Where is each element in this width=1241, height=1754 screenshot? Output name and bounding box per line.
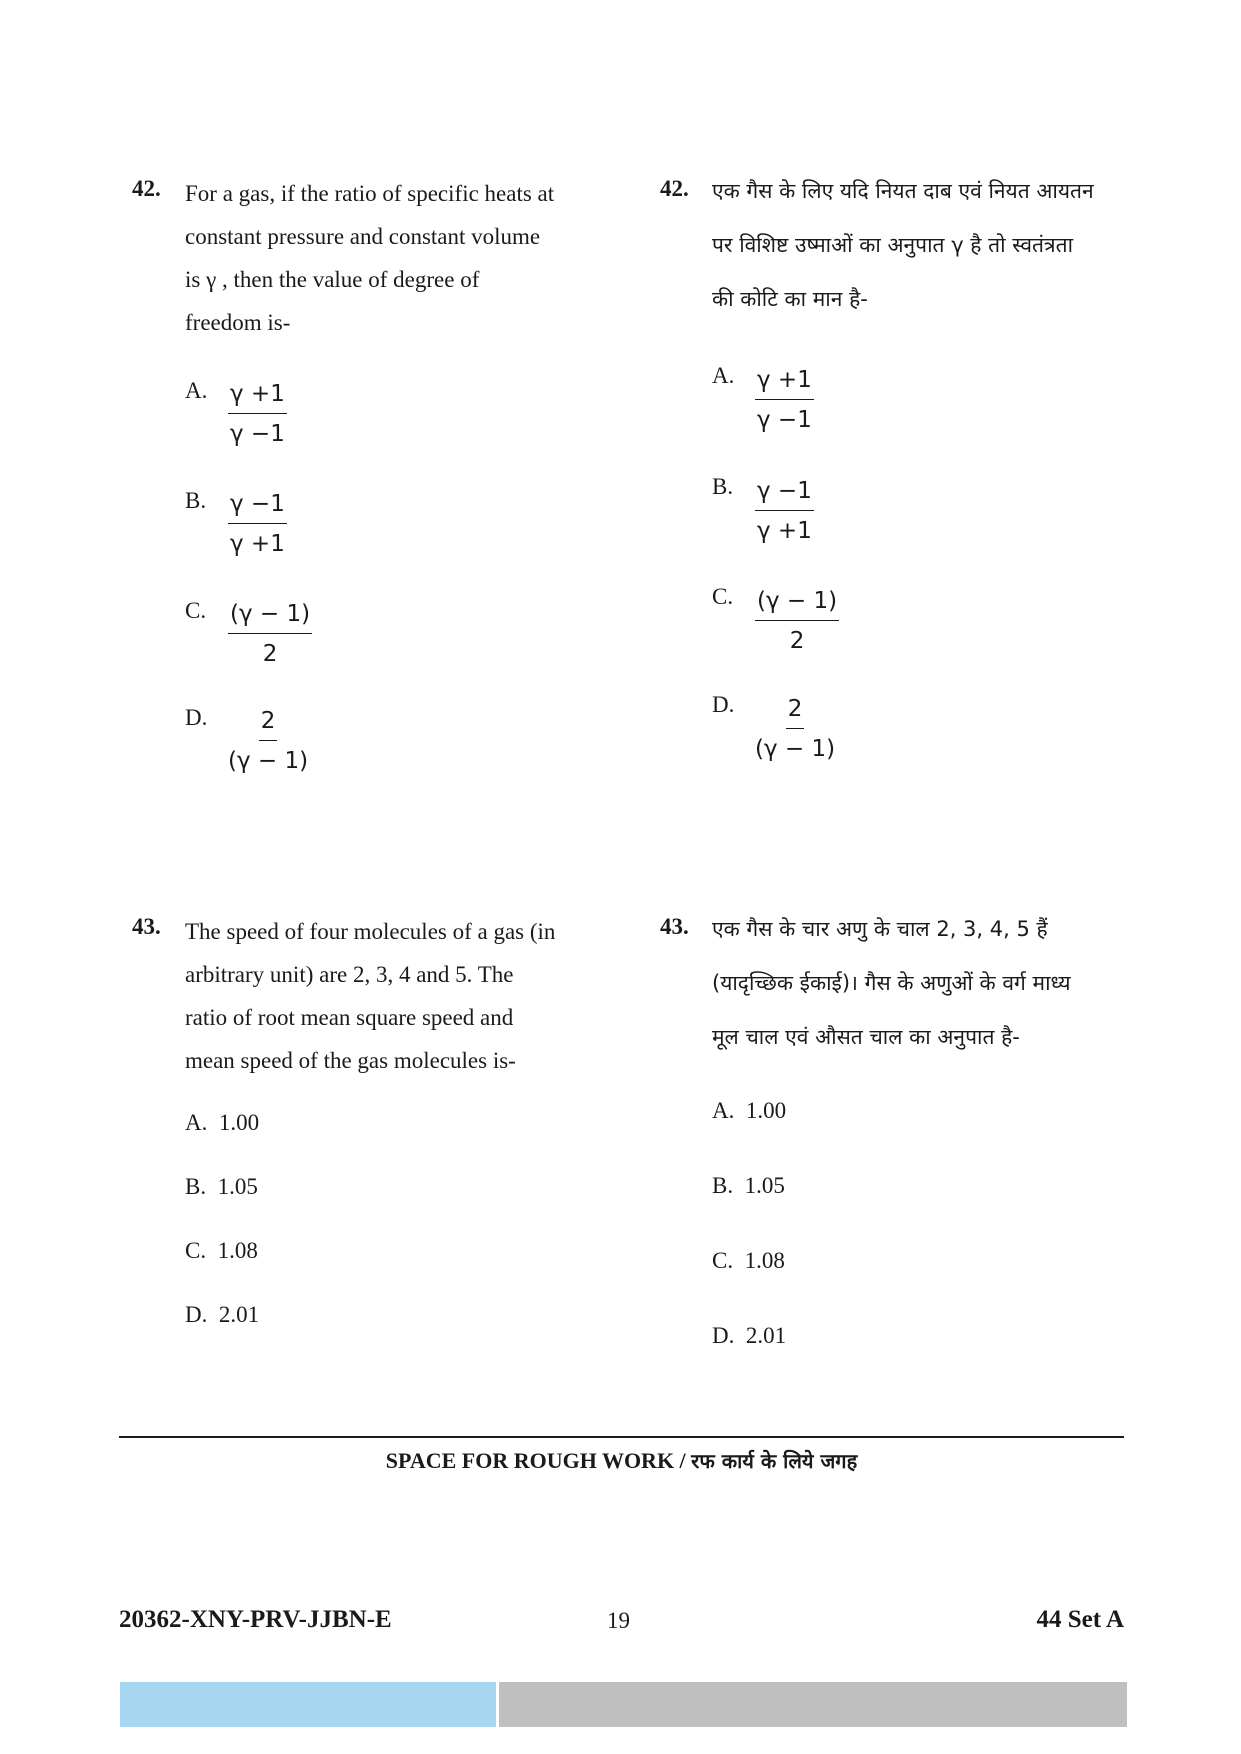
q42-hi-option-d-fraction[interactable]	[755, 695, 835, 763]
q42-en-option-a-fraction[interactable]	[228, 380, 287, 448]
q43-hi-line: मूल चाल एवं औसत चाल का अनुपात है-	[712, 1025, 1020, 1049]
fraction-denominator: γ +1	[230, 531, 285, 557]
fraction-numerator: (γ − 1)	[228, 600, 312, 634]
paper-code: 20362-XNY-PRV-JJBN-E	[119, 1606, 392, 1633]
q43-en-number: 43.	[132, 914, 161, 939]
q43-hi-line: एक गैस के चार अणु के चाल 2, 3, 4, 5 हैं	[712, 917, 1048, 941]
option-label: B.	[712, 1173, 734, 1198]
q43-en-line: ratio of root mean square speed and	[185, 1005, 514, 1030]
q42-en-line: freedom is-	[185, 310, 291, 335]
q42-hi-option-c-label[interactable]: C.	[712, 584, 734, 609]
fraction-numerator: γ −1	[228, 490, 287, 524]
option-value: 2.01	[218, 1302, 260, 1327]
fraction-denominator: (γ − 1)	[228, 748, 309, 774]
fraction-denominator: 2	[789, 628, 805, 654]
option-value: 1.00	[745, 1098, 787, 1123]
footer-bar-blue	[120, 1682, 496, 1727]
option-label: B.	[185, 1174, 207, 1199]
option-value: 1.05	[217, 1174, 258, 1199]
q42-en-option-c-label[interactable]: C.	[185, 598, 207, 623]
fraction-denominator: (γ − 1)	[755, 736, 836, 762]
option-value: 2.01	[745, 1323, 787, 1348]
fraction-numerator: γ +1	[228, 380, 287, 414]
fraction-numerator: 2	[259, 707, 278, 741]
q42-en-option-b-fraction[interactable]	[228, 490, 287, 558]
q43-hi-number: 43.	[660, 914, 689, 939]
q43-en-option-d[interactable]	[185, 1302, 259, 1328]
q42-hi-option-b-label[interactable]: B.	[712, 474, 734, 499]
fraction-denominator: γ +1	[757, 518, 812, 544]
q42-en-option-d-label[interactable]: D.	[185, 705, 208, 730]
q42-hi-text	[712, 164, 1132, 326]
q43-hi-option-c[interactable]	[712, 1248, 785, 1274]
option-label: D.	[712, 1323, 735, 1348]
q42-hi-option-a-fraction[interactable]	[755, 366, 814, 434]
fraction-denominator: γ −1	[757, 407, 812, 433]
q42-hi-line: पर विशिष्ट उष्माओं का अनुपात γ है तो स्वतंत्रता	[712, 233, 1074, 257]
option-label: C.	[185, 1238, 207, 1263]
q42-hi-option-a-label[interactable]: A.	[712, 363, 735, 388]
fraction-numerator: γ −1	[755, 477, 814, 511]
q42-en-number: 42.	[132, 176, 161, 201]
fraction-denominator: 2	[262, 641, 278, 667]
set-label: 44 Set A	[1036, 1606, 1124, 1633]
q42-en-text	[185, 172, 605, 344]
q42-en-line: constant pressure and constant volume	[185, 224, 541, 249]
fraction-denominator: γ −1	[230, 421, 285, 447]
page-number: 19	[607, 1608, 630, 1633]
q42-hi-number: 42.	[660, 176, 689, 201]
q43-en-option-a[interactable]	[185, 1110, 259, 1136]
q43-en-option-c[interactable]	[185, 1238, 258, 1264]
fraction-numerator: γ +1	[755, 366, 814, 400]
q43-en-option-b[interactable]	[185, 1174, 258, 1200]
fraction-numerator: 2	[786, 695, 805, 729]
option-value: 1.08	[744, 1248, 785, 1273]
q42-hi-line: की कोटि का मान है-	[712, 287, 868, 311]
q42-en-option-d-fraction[interactable]	[228, 707, 308, 775]
option-label: D.	[185, 1302, 208, 1327]
q42-en-option-b-label[interactable]: B.	[185, 488, 207, 513]
option-value: 1.00	[218, 1110, 260, 1135]
option-value: 1.08	[217, 1238, 258, 1263]
q42-en-option-c-fraction[interactable]	[228, 600, 312, 668]
q43-en-line: The speed of four molecules of a gas (in	[185, 919, 556, 944]
q43-hi-option-a[interactable]	[712, 1098, 786, 1124]
footer-bar-gray	[499, 1682, 1127, 1727]
rough-work-heading	[119, 1447, 1124, 1474]
option-value: 1.05	[744, 1173, 785, 1198]
q42-hi-option-c-fraction[interactable]	[755, 587, 839, 655]
q42-hi-line: एक गैस के लिए यदि नियत दाब एवं नियत आयतन	[712, 179, 1094, 203]
q43-hi-text	[712, 902, 1132, 1064]
q43-en-text	[185, 910, 605, 1082]
option-label: C.	[712, 1248, 734, 1273]
q42-en-option-a-label[interactable]: A.	[185, 378, 208, 403]
q43-hi-option-d[interactable]	[712, 1323, 786, 1349]
q42-hi-option-d-label[interactable]: D.	[712, 692, 735, 717]
q42-en-line: For a gas, if the ratio of specific heats at	[185, 181, 555, 206]
option-label: A.	[712, 1098, 735, 1123]
q42-hi-option-b-fraction[interactable]	[755, 477, 814, 545]
fraction-numerator: (γ − 1)	[755, 587, 839, 621]
option-label: A.	[185, 1110, 208, 1135]
rough-work-divider	[119, 1436, 1124, 1438]
q43-en-line: mean speed of the gas molecules is-	[185, 1048, 516, 1073]
rough-work-en: SPACE FOR ROUGH WORK /	[385, 1448, 692, 1473]
q43-hi-line: (यादृच्छिक ईकाई)। गैस के अणुओं के वर्ग माध्य	[712, 971, 1071, 995]
q42-en-line: is γ , then the value of degree of	[185, 267, 480, 292]
q43-en-line: arbitrary unit) are 2, 3, 4 and 5. The	[185, 962, 514, 987]
rough-work-hi: रफ कार्य के लिये जगह	[691, 1449, 858, 1473]
q43-hi-option-b[interactable]	[712, 1173, 785, 1199]
